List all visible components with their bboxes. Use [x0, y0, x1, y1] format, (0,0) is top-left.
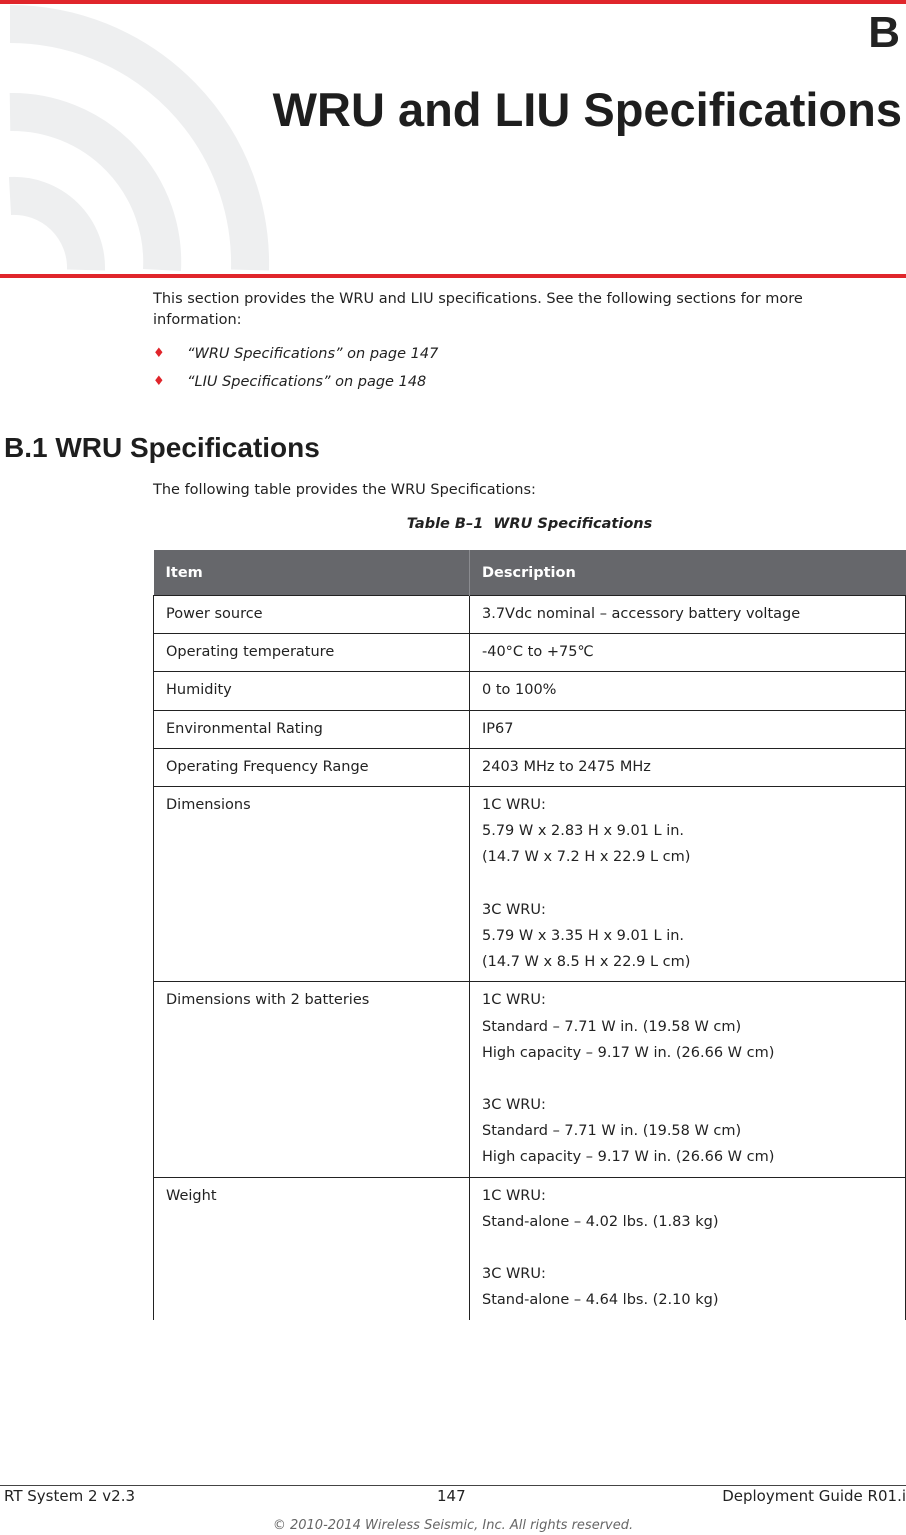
wru-spec-table — [153, 550, 906, 1320]
description-line — [482, 871, 893, 897]
description-line: 2403 MHz to 2475 MHz — [482, 758, 651, 775]
spec-item-cell: Humidity — [154, 672, 470, 710]
table-row — [154, 748, 906, 786]
table-row — [154, 982, 906, 1177]
description-line: Stand-alone – 4.02 lbs. (1.83 kg) — [482, 1213, 719, 1230]
spec-description-cell — [470, 787, 906, 982]
description-line: Standard – 7.71 W in. (19.58 W cm) — [482, 1018, 742, 1035]
description-line: High capacity – 9.17 W in. (26.66 W cm) — [482, 1044, 775, 1061]
chapter-title: WRU and LIU Specifications — [272, 83, 902, 136]
list-item[interactable] — [153, 368, 438, 396]
spec-item-cell: Power source — [154, 596, 470, 634]
footer-page-number: 147 — [437, 1487, 466, 1505]
footer-product-version: RT System 2 v2.3 — [4, 1487, 136, 1505]
copyright-notice: © 2010-2014 Wireless Seismic, Inc. All rights reserved. — [272, 1518, 634, 1533]
footer-document-title: Deployment Guide R01.i — [722, 1487, 906, 1505]
description-line: IP67 — [482, 720, 514, 737]
cross-reference-link[interactable]: “WRU Specifications” on page 147 — [187, 346, 439, 362]
table-row — [154, 710, 906, 748]
cross-reference-list — [153, 340, 438, 396]
description-line: 1C WRU: — [482, 1187, 546, 1204]
description-line: 5.79 W x 2.83 H x 9.01 L in. — [482, 823, 685, 840]
table-body — [154, 596, 906, 1320]
table-row — [154, 596, 906, 634]
description-line: -40°C to +75℃ — [482, 644, 594, 661]
description-line: Standard – 7.71 W in. (19.58 W cm) — [482, 1123, 742, 1140]
description-line: (14.7 W x 8.5 H x 22.9 L cm) — [482, 954, 691, 971]
section-heading: B.1 WRU Specifications — [4, 432, 320, 463]
description-line — [482, 1066, 893, 1092]
spec-description-cell — [470, 982, 906, 1177]
spec-item-cell: Operating temperature — [154, 634, 470, 672]
column-header-item: Item — [154, 550, 470, 596]
description-line: 3C WRU: — [482, 1097, 546, 1114]
table-header-row — [154, 550, 906, 596]
description-line: 3C WRU: — [482, 1266, 546, 1283]
spec-description-cell — [470, 1177, 906, 1319]
footer-rule — [0, 1485, 906, 1486]
table-caption: Table B–1 WRU Specifications — [406, 516, 653, 532]
description-line: 0 to 100% — [482, 682, 557, 699]
chapter-letter: B — [868, 8, 900, 57]
description-line: 5.79 W x 3.35 H x 9.01 L in. — [482, 927, 685, 944]
description-line: Stand-alone – 4.64 lbs. (2.10 kg) — [482, 1292, 719, 1309]
spec-item-cell: Dimensions with 2 batteries — [154, 982, 470, 1177]
diamond-bullet-icon: ♦ — [153, 346, 165, 361]
description-line: (14.7 W x 7.2 H x 22.9 L cm) — [482, 849, 691, 866]
description-line: 1C WRU: — [482, 797, 546, 814]
description-line: 3C WRU: — [482, 901, 546, 918]
column-header-description: Description — [470, 550, 906, 596]
spec-description-cell — [470, 710, 906, 748]
spec-description-cell — [470, 672, 906, 710]
spec-item-cell: Environmental Rating — [154, 710, 470, 748]
table-row — [154, 1177, 906, 1319]
description-line: 1C WRU: — [482, 992, 546, 1009]
spec-description-cell — [470, 596, 906, 634]
table-row — [154, 634, 906, 672]
spec-description-cell — [470, 748, 906, 786]
description-line — [482, 1235, 893, 1261]
list-item[interactable] — [153, 340, 438, 368]
diamond-bullet-icon: ♦ — [153, 374, 165, 389]
section-intro: The following table provides the WRU Specifications: — [153, 482, 536, 498]
table-row — [154, 672, 906, 710]
spec-description-cell — [470, 634, 906, 672]
wireless-wave-icon — [0, 4, 270, 272]
spec-item-cell: Dimensions — [154, 787, 470, 982]
description-line: High capacity – 9.17 W in. (26.66 W cm) — [482, 1149, 775, 1166]
table-row — [154, 787, 906, 982]
intro-paragraph: This section provides the WRU and LIU specifications. See the following sections for more information: — [153, 291, 803, 328]
description-line: 3.7Vdc nominal – accessory battery voltage — [482, 606, 801, 622]
spec-item-cell: Weight — [154, 1177, 470, 1319]
cross-reference-link[interactable]: “LIU Specifications” on page 148 — [187, 374, 427, 390]
chapter-red-rule — [0, 274, 906, 278]
spec-item-cell: Operating Frequency Range — [154, 748, 470, 786]
